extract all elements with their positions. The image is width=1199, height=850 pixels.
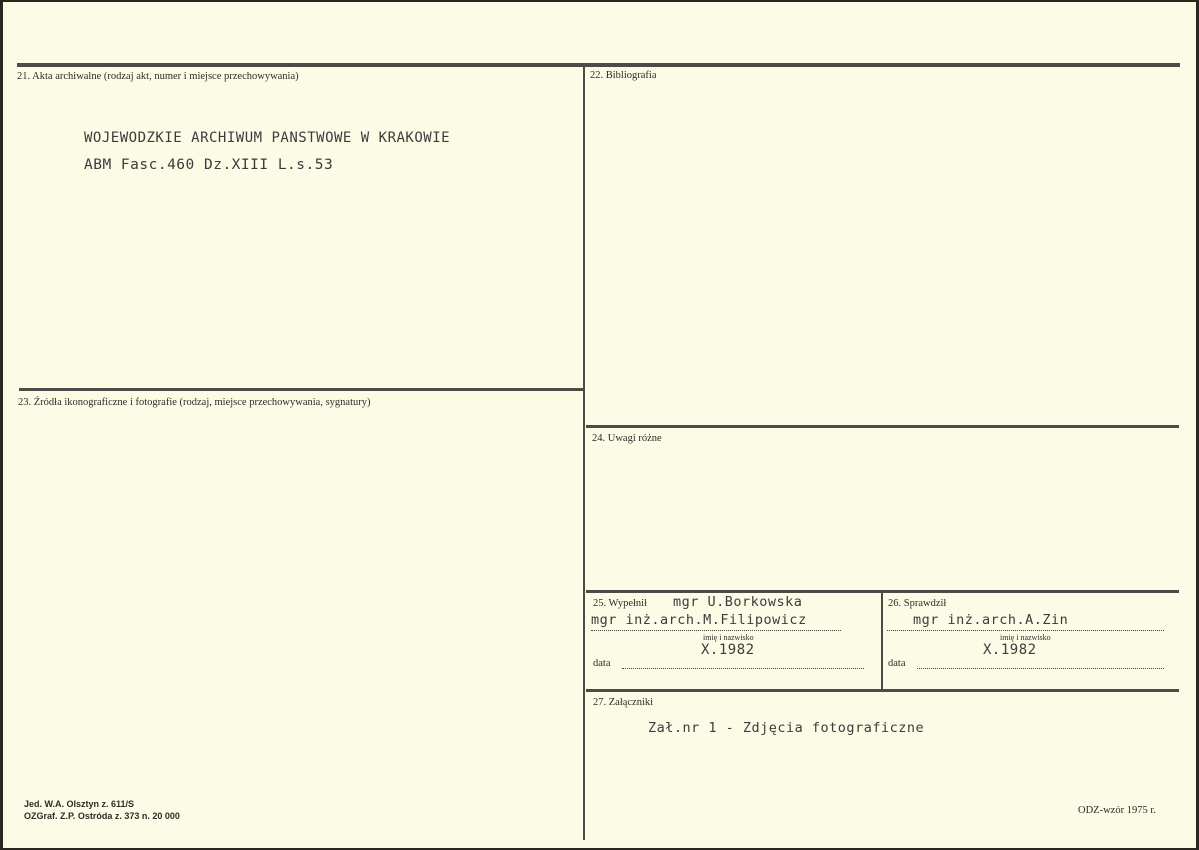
date-line-25 — [622, 668, 864, 669]
divider-25-26 — [881, 592, 883, 690]
name-caption-25: imię i nazwisko — [703, 633, 754, 642]
date-label-25: data — [593, 658, 611, 669]
section-26-label: 26. Sprawdził — [888, 598, 947, 609]
rule-21-23 — [19, 388, 583, 391]
archive-signature: ABM Fasc.460 Dz.XIII L.s.53 — [84, 157, 334, 173]
printer-imprint-2: OZGraf. Z.P. Ostróda z. 373 n. 20 000 — [24, 811, 180, 821]
rule-25-27 — [586, 689, 1179, 692]
name-line-26 — [887, 630, 1164, 631]
filled-by-name-1: mgr U.Borkowska — [673, 594, 803, 610]
center-divider — [583, 65, 585, 840]
name-caption-26: imię i nazwisko — [1000, 633, 1051, 642]
name-line-25 — [591, 630, 841, 631]
checked-by-name: mgr inż.arch.A.Zin — [913, 612, 1069, 628]
date-line-26 — [917, 668, 1164, 669]
checked-by-date: X.1982 — [983, 642, 1037, 658]
section-24-label: 24. Uwagi różne — [592, 433, 662, 444]
section-21-label: 21. Akta archiwalne (rodzaj akt, numer i miejsce przechowywania) — [17, 71, 299, 82]
filled-by-name-2: mgr inż.arch.M.Filipowicz — [591, 612, 807, 628]
archive-name: WOJEWODZKIE ARCHIWUM PANSTWOWE W KRAKOWIE — [84, 130, 451, 146]
top-rule — [17, 63, 1180, 67]
rule-22-24 — [586, 425, 1179, 428]
record-card — [3, 2, 1196, 848]
section-25-label: 25. Wypełnił — [593, 598, 648, 609]
form-model-note: ODZ-wzór 1975 r. — [1078, 805, 1156, 816]
section-27-label: 27. Załączniki — [593, 697, 654, 708]
attachment-entry: Zał.nr 1 - Zdjęcia fotograficzne — [648, 720, 925, 736]
filled-by-date: X.1982 — [701, 642, 755, 658]
printer-imprint-1: Jed. W.A. Olsztyn z. 611/S — [24, 799, 135, 809]
date-label-26: data — [888, 658, 906, 669]
section-23-label: 23. Źródła ikonograficzne i fotografie (rodzaj, miejsce przechowywania, sygnatury) — [18, 397, 371, 408]
section-22-label: 22. Bibliografia — [590, 70, 657, 81]
